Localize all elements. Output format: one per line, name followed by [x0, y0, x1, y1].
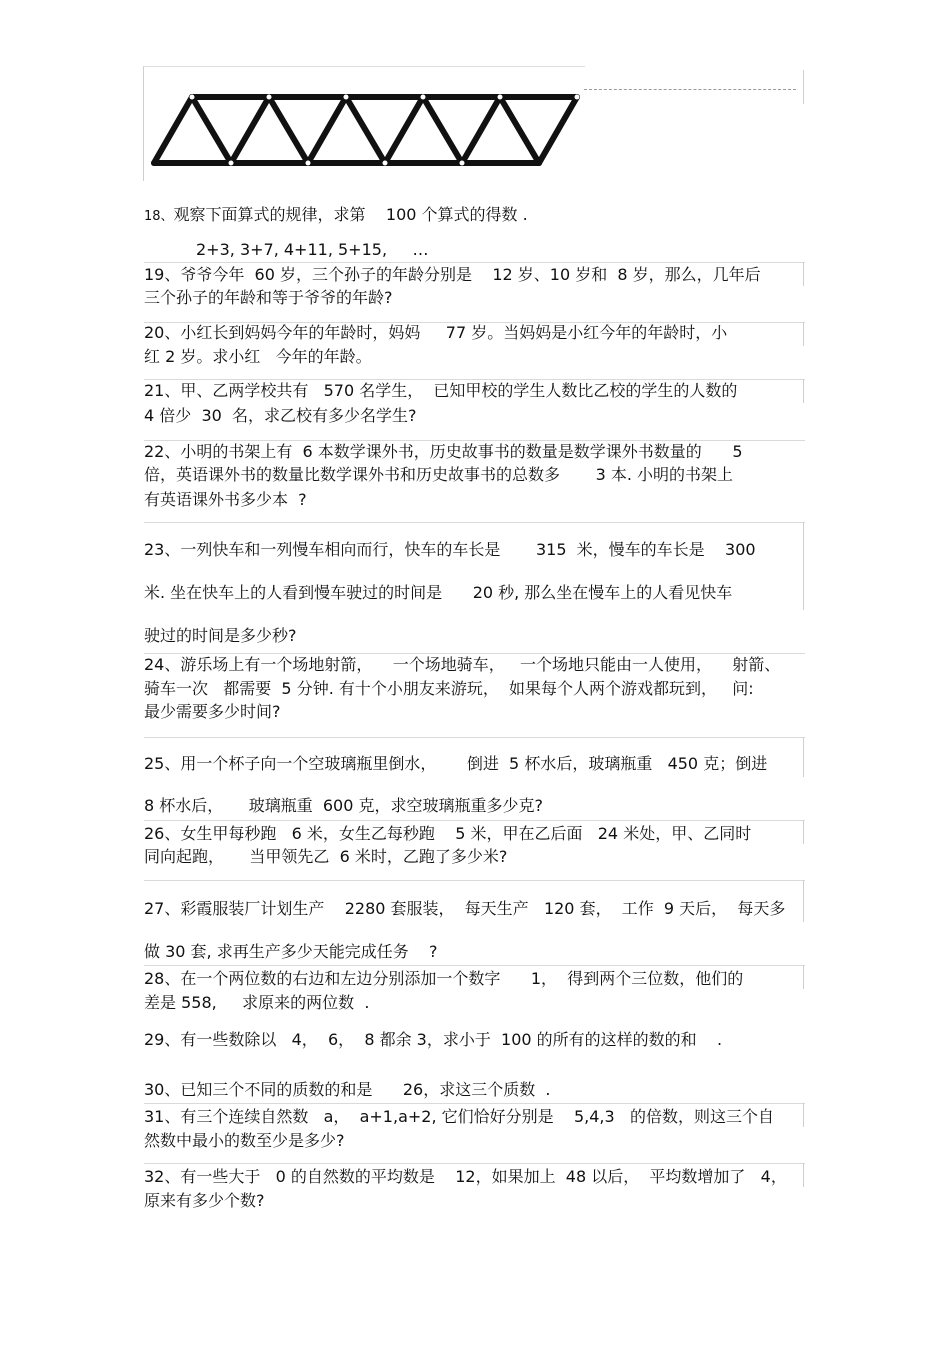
problem-22-line-2: 倍，英语课外书的数量比数学课外书和历史故事书的总数多 3 本. 小明的书架上 [144, 465, 734, 484]
dashed-line [584, 89, 796, 90]
divider [144, 522, 805, 523]
problem-24-line-3: 最少需要多少时间? [144, 702, 281, 721]
problem-29: 29、有一些数除以 4， 6， 8 都余 3，求小于 100 的所有的这样的数的和 . [144, 1030, 723, 1049]
divider [803, 262, 804, 286]
divider [803, 322, 804, 346]
divider [803, 737, 804, 777]
problem-23-line-2: 米. 坐在快车上的人看到慢车驶过的时间是 20 秒, 那么坐在慢车上的人看见快车 [144, 583, 733, 602]
problem-19-line-1: 19、爷爷今年 60 岁，三个孙子的年龄分别是 12 岁、10 岁和 8 岁，那么，几年后 [144, 265, 761, 284]
problem-20-line-2: 红 2 岁。求小红 今年的年龄。 [144, 347, 372, 366]
divider [144, 379, 805, 380]
divider [144, 1163, 805, 1164]
divider [144, 880, 805, 881]
problem-24-line-2: 骑车一次 都需要 5 分钟. 有十个小朋友来游玩， 如果每个人两个游戏都玩到， 问: [144, 679, 754, 698]
divider [803, 1163, 804, 1187]
divider [803, 965, 804, 989]
problem-32-line-1: 32、有一些大于 0 的自然数的平均数是 12，如果加上 48 以后， 平均数增加了 4， [144, 1167, 787, 1186]
problem-27-line-1: 27、彩霞服装厂计划生产 2280 套服装， 每天生产 120 套， 工作 9 天后， 每天多 [144, 899, 786, 918]
divider [803, 379, 804, 403]
problem-31-line-2: 然数中最小的数至少是多少? [144, 1131, 345, 1150]
divider [144, 820, 805, 821]
problem-22-line-1: 22、小明的书架上有 6 本数学课外书，历史故事书的数量是数学课外书数量的 5 [144, 442, 743, 461]
problem-21-line-2: 4 倍少 30 名，求乙校有多少名学生? [144, 406, 417, 425]
problem-18-sequence: 2+3, 3+7, 4+11, 5+15, … [196, 240, 429, 259]
divider [144, 440, 805, 441]
problem-26-line-2: 同向起跑， 当甲领先乙 6 米时，乙跑了多少米? [144, 847, 508, 866]
problem-28-line-2: 差是 558, 求原来的两位数 . [144, 993, 370, 1012]
problem-26-line-1: 26、女生甲每秒跑 6 米，女生乙每秒跑 5 米，甲在乙后面 24 米处，甲、乙同时 [144, 824, 752, 843]
problem-28-line-1: 28、在一个两位数的右边和左边分别添加一个数字 1， 得到两个三位数，他们的 [144, 969, 744, 988]
problem-23-line-1: 23、一列快车和一列慢车相向而行，快车的车长是 315 米，慢车的车长是 300 [144, 540, 756, 559]
divider [144, 737, 805, 738]
problem-25-line-2: 8 杯水后， 玻璃瓶重 600 克，求空玻璃瓶重多少克? [144, 796, 543, 815]
divider [144, 965, 805, 966]
divider [144, 262, 805, 263]
problem-18: 18、观察下面算式的规律，求第 100 个算式的得数 . [144, 205, 528, 224]
matchstick-triangles-figure [143, 66, 585, 181]
divider [803, 522, 804, 610]
problem-32-line-2: 原来有多少个数? [144, 1191, 265, 1210]
problem-27-line-2: 做 30 套, 求再生产多少天能完成任务 ? [144, 942, 438, 961]
divider [803, 70, 804, 104]
problem-25-line-1: 25、用一个杯子向一个空玻璃瓶里倒水， 倒进 5 杯水后，玻璃瓶重 450 克；倒进 [144, 754, 768, 773]
problem-21-line-1: 21、甲、乙两学校共有 570 名学生， 已知甲校的学生人数比乙校的学生的人数的 [144, 381, 738, 400]
problem-19-line-2: 三个孙子的年龄和等于爷爷的年龄? [144, 288, 393, 307]
divider [144, 653, 805, 654]
problem-24-line-1: 24、游乐场上有一个场地射箭， 一个场地骑车， 一个场地只能由一人使用， 射箭、 [144, 655, 781, 674]
problem-30: 30、已知三个不同的质数的和是 26，求这三个质数 . [144, 1080, 551, 1099]
divider [803, 820, 804, 844]
problem-31-line-1: 31、有三个连续自然数 a， a+1,a+2, 它们恰好分别是 5,4,3 的倍数，则这三个自 [144, 1107, 774, 1126]
divider [144, 1103, 805, 1104]
problem-23-line-3: 驶过的时间是多少秒? [144, 626, 297, 645]
problem-20-line-1: 20、小红长到妈妈今年的年龄时，妈妈 77 岁。当妈妈是小红今年的年龄时，小 [144, 323, 728, 342]
problem-22-line-3: 有英语课外书多少本 ? [144, 490, 307, 509]
divider [803, 1103, 804, 1127]
divider [803, 880, 804, 922]
